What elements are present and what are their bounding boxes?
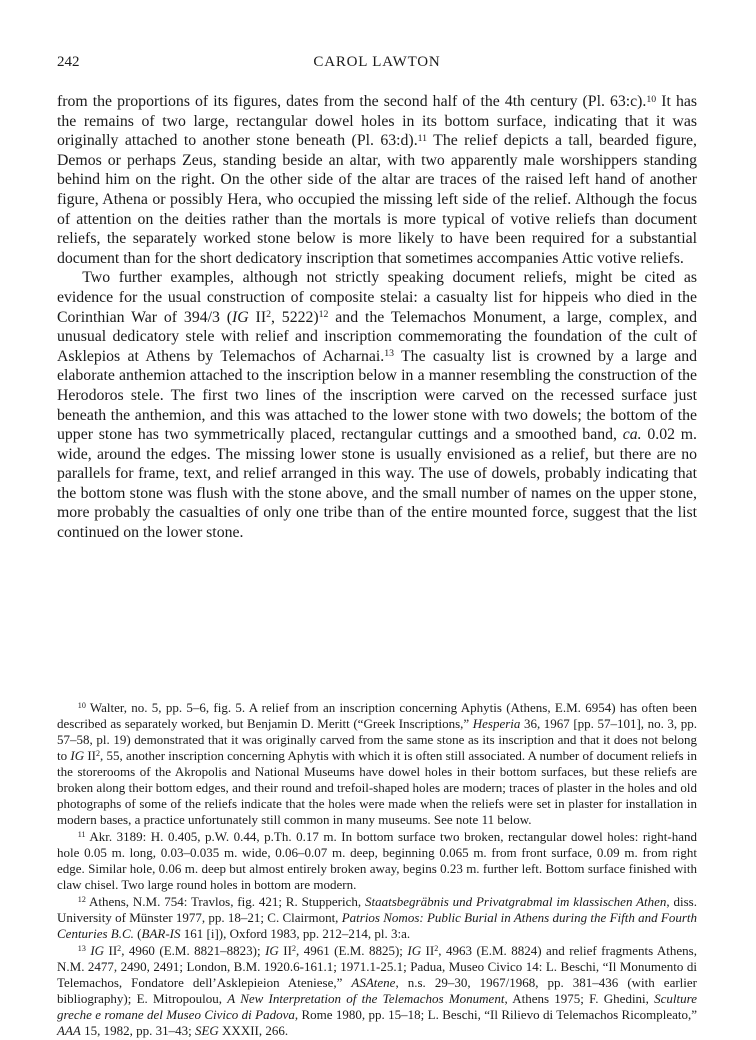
footnote-12: $^{12}$ Athens, N.M. 754: Travlos, fig. 421; R. Stupperich, Staatsbegräbnis und Privatgrabmal im klassischen Athen, diss. University of Münster 1977, pp. 18–21; C. Clairmont, Patrios Nomos: Public Burial in Athens during the Fifth and Fourth Centuries B.C. (BAR-IS 161 [i]), Oxford 1983, pp. 212–214, pl. 3:a.	[57, 894, 697, 941]
page-number: 242	[57, 54, 80, 70]
footnotes	[57, 700, 697, 1040]
footnote-ref-10[interactable]: 10	[646, 93, 657, 105]
page-header	[57, 54, 697, 78]
footnote-ref-12[interactable]: 12	[318, 309, 329, 321]
paragraph-1: from the proportions of its figures, dates from the second half of the 4th century (Pl. 63:c).$^{10}$ It has the remains of two large, rectangular dowel holes in its bottom surface, indicating that it was originally attached to another stone beneath (Pl. 63:d).$^{11}$ The relief depicts a tall, bearded figure, Demos or perhaps Zeus, standing beside an altar, with two apparently male worshippers standing behind him on the right. On the other side of the altar are traces of the raised left hand of another figure, Athena or possibly Hera, who occupied the missing left side of the relief. Although the focus of attention on the deities rather than the mortals is more typical of votive reliefs than document reliefs, the separately worked stone below is more likely to have been required for a substantial document than for the short dedicatory inscription that sometimes accompanies Attic votive reliefs.	[57, 93, 697, 267]
running-head: CAROL LAWTON	[313, 54, 441, 70]
footnote-10: $^{10}$ Walter, no. 5, pp. 5–6, fig. 5. A relief from an inscription concerning Aphytis (Athens, E.M. 6954) has often been described as separately worked, but Benjamin D. Meritt (“Greek Inscriptions,” Hesperia 36, 1967 [pp. 57–101], no. 3, pp. 57–58, pl. 19) demonstrated that it was originally carved from the same stone as its inscription and that it does not belong to IG $II^2$, 55, another inscription concerning Aphytis with which it is often still associated. A number of document reliefs in the storerooms of the Akropolis and National Museums have dowel holes in their bottom surfaces, but these reliefs are broken along their bottom edges, and their round and trefoil-shaped holes are modern; traces of plaster in the holes and old photographs of some of the reliefs indicate that the holes were made when the reliefs were set in plaster for installation in modern bases, a practice unfortunately still common in many museums. See note 11 below.	[57, 700, 697, 827]
footnote-13: $^{13}$ IG $II^2$, 4960 (E.M. 8821–8823); IG $II^2$, 4961 (E.M. 8825); IG $II^2$, 4963 (E.M. 8824) and relief fragments Athens, N.M. 2477, 2490, 2491; London, B.M. 1920.6-161.1; 1971.1-25.1; Padua, Museo Civico 14: L. Beschi, “Il Monumento di Telemachos, Fondatore dell’Asklepieion Ateniese,” ASAtene, n.s. 29–30, 1967/1968, pp. 381–436 (with earlier bibliography); E. Mitropoulou, A New Interpretation of the Telemachos Monument, Athens 1975; F. Ghedini, Sculture greche e romane del Museo Civico di Padova, Rome 1980, pp. 15–18; L. Beschi, “Il Rilievo di Telemachos Ricompleato,” AAA 15, 1982, pp. 31–43; SEG XXXII, 266.	[57, 943, 697, 1038]
paragraph-2: Two further examples, although not strictly speaking document reliefs, might be cited as evidence for the usual construction of composite stelai: a casualty list for hippeis who died in the Corinthian War of 394/3 (IG $II^2$, 5222)$^{12}$ and the Telemachos Monument, a large, complex, and unusual dedicatory stele with relief and inscription commemorating the foundation of the cult of Asklepios at Athens by Telemachos of Acharnai.$^{13}$ The casualty list is crowned by a large and elaborate anthemion attached to the inscription below in a manner resembling the construction of the Herodoros stele. The first two lines of the inscription were carved on the recessed surface just beneath the anthemion, and this was attached to the lower stone with two dowels; the bottom of the upper stone has two symmetrically placed, rectangular cuttings and a smoothed band, ca. 0.02 m. wide, around the edges. The missing lower stone is usually envisioned as a relief, but there are no parallels for frame, text, and relief arranged in this way. The use of dowels, probably indicating that the bottom stone was flush with the stone above, and the small number of names on the upper stone, more probably the casualties of only one tribe than of the entire mounted force, suggest that the list continued on the lower stone.	[57, 269, 698, 542]
footnote-ref-11[interactable]: 11	[417, 132, 428, 144]
footnote-11: $^{11}$ Akr. 3189: H. 0.405, p.W. 0.44, p.Th. 0.17 m. In bottom surface two broken, rectangular dowel holes: right-hand hole 0.05 m. long, 0.03–0.035 m. wide, 0.06–0.07 m. deep, beginning 0.065 m. from front surface, 0.09 m. from right edge. Similar hole, 0.06 m. deep but almost entirely broken away, begins 0.23 m. further left. Bottom surface finished with claw chisel. Two large round holes in bottom are modern.	[57, 829, 697, 892]
footnote-ref-13[interactable]: 13	[384, 348, 394, 360]
main-text	[57, 92, 697, 543]
